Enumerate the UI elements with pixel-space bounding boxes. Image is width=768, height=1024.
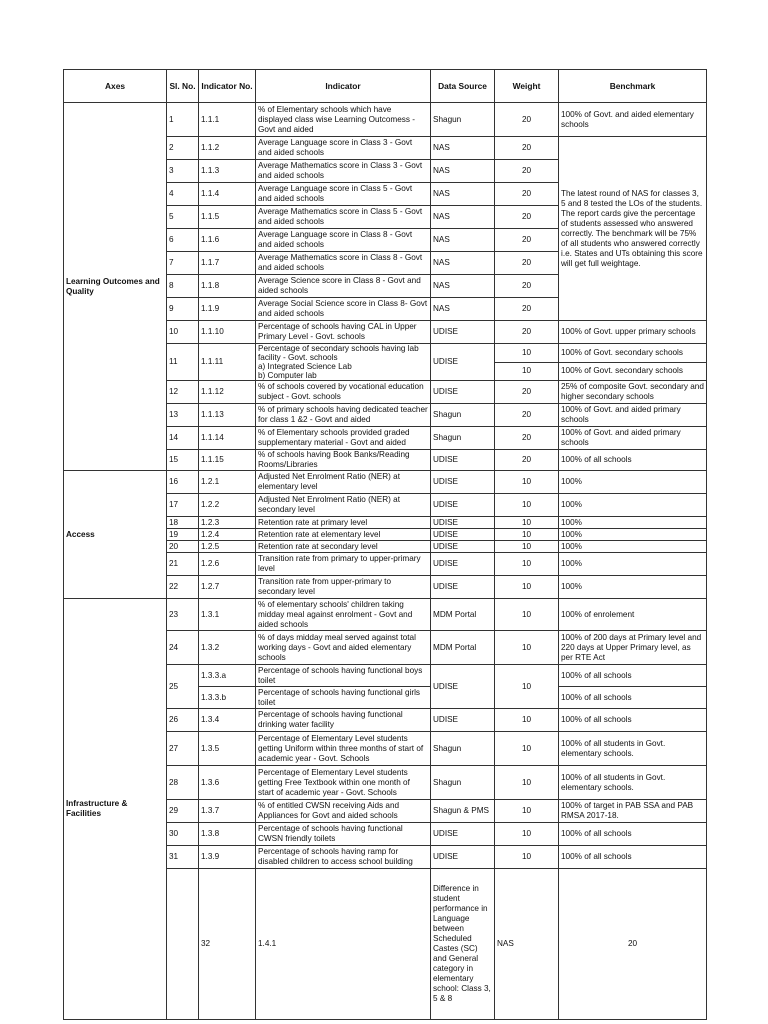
indicator-no: 1.3.2 [199,631,256,665]
indicator-text: Percentage of Elementary Level students getting Uniform within three months of start of academic year - Govt. Schools [256,732,431,766]
sl-no: 14 [167,427,199,450]
indicator-text: Average Mathematics score in Class 5 - Govt and aided schools [256,206,431,229]
sl-no: 2 [167,137,199,160]
benchmark: 100% of Govt. upper primary schools [559,321,707,344]
indicator-text: Transition rate from upper-primary to secondary level [256,576,431,599]
benchmark: 100% [559,576,707,599]
weight: 10 [495,541,559,553]
indicator-no: 1.4.1 [256,869,431,1020]
weight: 10 [495,471,559,494]
indicator-no: 1.1.15 [199,450,256,471]
benchmark: 100% of Govt. secondary schools [559,362,707,381]
sl-no: 25 [167,665,199,709]
data-source: UDISE [431,471,495,494]
sl-no: 17 [167,494,199,517]
benchmark: 100% of 200 days at Primary level and 220 days at Upper Primary level, as per RTE Act [559,631,707,665]
indicator-no: 1.2.5 [199,541,256,553]
sl-no: 23 [167,599,199,631]
header-row [64,70,707,103]
indicator-text: % of entitled CWSN receiving Aids and Appliances for Govt and aided schools [256,800,431,823]
indicator-text: Percentage of schools having functional CWSN friendly toilets [256,823,431,846]
weight: 10 [495,529,559,541]
indicator-text: Percentage of schools having functional drinking water facility [256,709,431,732]
benchmark: 100% of all schools [559,709,707,732]
data-source: NAS [431,137,495,160]
weight: 20 [495,103,559,137]
col-sl-no: Sl. No. [167,70,199,103]
indicator-text: Average Language score in Class 8 - Govt and aided schools [256,229,431,252]
indicator-text: % of Elementary schools provided graded supplementary material - Govt and aided [256,427,431,450]
indicator-text: Difference in student performance in Language between Scheduled Castes (SC) and General category in elementary school: Class 3, 5 & 8 [431,869,495,1020]
weight: 10 [495,631,559,665]
indicator-text: Adjusted Net Enrolment Ratio (NER) at elementary level [256,471,431,494]
data-source: UDISE [431,709,495,732]
weight: 10 [495,732,559,766]
sl-no: 15 [167,450,199,471]
benchmark: 100% [559,529,707,541]
sl-no: 19 [167,529,199,541]
indicator-no: 1.1.3 [199,160,256,183]
indicator-text: % of schools having Book Banks/Reading Rooms/Libraries [256,450,431,471]
weight: 10 [495,344,559,363]
benchmark: 100% [559,541,707,553]
data-source: Shagun [431,103,495,137]
col-data-source: Data Source [431,70,495,103]
weight: 10 [495,599,559,631]
indicator-text: Percentage of Elementary Level students getting Free Textbook within one month of start of academic year - Govt. Schools [256,766,431,800]
sl-no: 20 [167,541,199,553]
weight: 20 [495,275,559,298]
indicator-no: 1.3.3.b [199,687,256,709]
indicator-line: b) Computer lab [258,371,317,380]
indicator-no: 1.1.11 [199,344,256,381]
sl-no: 21 [167,553,199,576]
sl-no: 9 [167,298,199,321]
sl-no: 32 [199,869,256,1020]
indicator-text: Average Mathematics score in Class 3 - Govt and aided schools [256,160,431,183]
data-source: UDISE [431,529,495,541]
indicator-no: 1.1.1 [199,103,256,137]
benchmark: 100% of all schools [559,846,707,869]
weight: 10 [495,823,559,846]
indicator-no: 1.3.4 [199,709,256,732]
indicator-no: 1.1.13 [199,404,256,427]
indicator-text: Retention rate at primary level [256,517,431,529]
data-source: UDISE [431,665,495,709]
data-source: MDM Portal [431,599,495,631]
data-source: Shagun [431,404,495,427]
benchmark: 100% of all schools [559,687,707,709]
weight: 10 [495,553,559,576]
indicator-line: a) Integrated Science Lab [258,362,352,371]
indicator-no: 1.1.5 [199,206,256,229]
weight: 20 [495,404,559,427]
indicator-text: Average Social Science score in Class 8- Govt and aided schools [256,298,431,321]
benchmark: 100% of target in PAB SSA and PAB RMSA 2017-18. [559,800,707,823]
data-source: Shagun [431,732,495,766]
data-source: UDISE [431,381,495,404]
weight: 20 [495,206,559,229]
indicator-no: 1.1.2 [199,137,256,160]
sl-no: 12 [167,381,199,404]
benchmark: 100% of all schools [559,823,707,846]
weight: 20 [495,229,559,252]
indicator-text: Average Language score in Class 5 - Govt and aided schools [256,183,431,206]
indicator-no: 1.1.14 [199,427,256,450]
benchmark: 100% [559,471,707,494]
benchmark: 100% of Govt. secondary schools [559,344,707,363]
data-source: UDISE [431,344,495,381]
indicator-no: 1.3.7 [199,800,256,823]
indicator-no: 1.1.10 [199,321,256,344]
indicator-no: 1.1.8 [199,275,256,298]
data-source: Shagun [431,427,495,450]
indicator-no: 1.2.4 [199,529,256,541]
benchmark: 100% [559,553,707,576]
data-source: UDISE [431,823,495,846]
sl-no: 26 [167,709,199,732]
weight: 20 [495,381,559,404]
sl-no: 29 [167,800,199,823]
col-indicator-no: Indicator No. [199,70,256,103]
weight: 20 [495,450,559,471]
data-source: NAS [431,160,495,183]
sl-no: 27 [167,732,199,766]
sl-no: 11 [167,344,199,381]
data-source: Shagun [431,766,495,800]
sl-no: 10 [167,321,199,344]
indicator-text: Percentage of schools having ramp for disabled children to access school building [256,846,431,869]
data-source: NAS [431,206,495,229]
weight: 20 [495,137,559,160]
weight: 10 [495,766,559,800]
axis-label: Learning Outcomes and Quality [64,103,167,471]
indicator-text: Transition rate from primary to upper-primary level [256,553,431,576]
data-source: NAS [431,275,495,298]
indicator-no: 1.1.9 [199,298,256,321]
data-source: UDISE [431,494,495,517]
indicator-text: % of days midday meal served against total working days - Govt and aided elementary schools [256,631,431,665]
table-row [64,599,707,631]
indicator-text: Average Language score in Class 3 - Govt and aided schools [256,137,431,160]
axis-label: Access [64,471,167,599]
indicator-text: Adjusted Net Enrolment Ratio (NER) at secondary level [256,494,431,517]
weight: 20 [495,160,559,183]
benchmark: 100% of all students in Govt. elementary schools. [559,766,707,800]
sl-no: 28 [167,766,199,800]
col-axes: Axes [64,70,167,103]
axis-label: Infrastructure & Facilities [64,599,167,1020]
indicator-text: Retention rate at secondary level [256,541,431,553]
indicator-text: % of Elementary schools which have displayed class wise Learning Outcomess - Govt and aided [256,103,431,137]
indicator-no: 1.3.8 [199,823,256,846]
sl-no: 6 [167,229,199,252]
indicator-text: Percentage of schools having CAL in Upper Primary Level - Govt. schools [256,321,431,344]
sl-no: 7 [167,252,199,275]
benchmark: 100% of all schools [559,665,707,687]
weight: 10 [495,846,559,869]
data-source: NAS [431,229,495,252]
indicator-text: Percentage of schools having functional girls toilet [256,687,431,709]
sl-no: 13 [167,404,199,427]
indicator-text: % of elementary schools' children taking midday meal against enrolment - Govt and aided schools [256,599,431,631]
indicator-no: 1.2.6 [199,553,256,576]
table-body [64,103,707,1020]
indicator-no: 1.3.3.a [199,665,256,687]
sl-no: 4 [167,183,199,206]
data-source: UDISE [431,517,495,529]
axis-label [167,869,199,1020]
indicator-no: 1.3.1 [199,599,256,631]
weight: 10 [495,494,559,517]
data-source: MDM Portal [431,631,495,665]
col-weight: Weight [495,70,559,103]
weight: 10 [495,709,559,732]
data-source: NAS [431,298,495,321]
sl-no: 31 [167,846,199,869]
weight: 20 [495,427,559,450]
indicator-line: Percentage of secondary schools having lab facility - Govt. schools [258,344,419,362]
data-source: NAS [431,252,495,275]
weight: 20 [495,252,559,275]
indicator-no: 1.2.1 [199,471,256,494]
col-indicator: Indicator [256,70,431,103]
benchmark: 100% of enrolement [559,599,707,631]
data-source: NAS [431,183,495,206]
table-row [64,471,707,494]
indicator-no: 1.1.7 [199,252,256,275]
data-source: UDISE [431,450,495,471]
sl-no: 24 [167,631,199,665]
weight: 10 [495,800,559,823]
benchmark: 100% [559,517,707,529]
data-source: UDISE [431,846,495,869]
sl-no: 3 [167,160,199,183]
indicator-no: 1.1.12 [199,381,256,404]
table-row [64,103,707,137]
weight: 20 [495,298,559,321]
indicator-no: 1.2.3 [199,517,256,529]
indicator-no: 1.3.5 [199,732,256,766]
sl-no: 5 [167,206,199,229]
benchmark: 100% of Govt. and aided primary schools [559,404,707,427]
weight: 10 [495,362,559,381]
weight: 20 [495,183,559,206]
sl-no: 30 [167,823,199,846]
indicator-text: % of primary schools having dedicated teacher for class 1 &2 - Govt and aided [256,404,431,427]
col-benchmark: Benchmark [559,70,707,103]
indicator-text: Average Science score in Class 8 - Govt and aided schools [256,275,431,298]
indicator-text [256,344,431,381]
weight: 20 [495,321,559,344]
weight: 10 [495,576,559,599]
indicator-text: Percentage of schools having functional boys toilet [256,665,431,687]
sl-no: 22 [167,576,199,599]
sl-no: 18 [167,517,199,529]
benchmark: 100% of all students in Govt. elementary schools. [559,732,707,766]
sl-no: 1 [167,103,199,137]
benchmark: 100% of Govt. and aided primary schools [559,427,707,450]
benchmark: The latest round of NAS for classes 3, 5 and 8 tested the LOs of the students. The report cards give the percentage of students assessed who answered correctly. The benchmark will be 75% of all students who answered correctly i.e. States and UTs obtaining this score will get full weightage. [559,137,707,321]
indicator-no: 1.3.6 [199,766,256,800]
data-source: Shagun & PMS [431,800,495,823]
data-source: UDISE [431,321,495,344]
data-source: NAS [495,869,559,1020]
benchmark: 100% [559,494,707,517]
data-source: UDISE [431,541,495,553]
data-source: UDISE [431,553,495,576]
indicator-no: 1.3.9 [199,846,256,869]
indicator-no: 1.2.7 [199,576,256,599]
indicator-text: % of schools covered by vocational education subject - Govt. schools [256,381,431,404]
indicator-table [63,69,707,1020]
indicator-no: 1.1.6 [199,229,256,252]
data-source: UDISE [431,576,495,599]
sl-no: 16 [167,471,199,494]
weight: 10 [495,665,559,709]
weight: 10 [495,517,559,529]
indicator-no: 1.2.2 [199,494,256,517]
indicator-text: Retention rate at elementary level [256,529,431,541]
weight: 20 [559,869,707,1020]
benchmark: 100% of Govt. and aided elementary schools [559,103,707,137]
sl-no: 8 [167,275,199,298]
benchmark: 100% of all schools [559,450,707,471]
indicator-text: Average Mathematics score in Class 8 - Govt and aided schools [256,252,431,275]
indicator-no: 1.1.4 [199,183,256,206]
benchmark: 25% of composite Govt. secondary and higher secondary schools [559,381,707,404]
